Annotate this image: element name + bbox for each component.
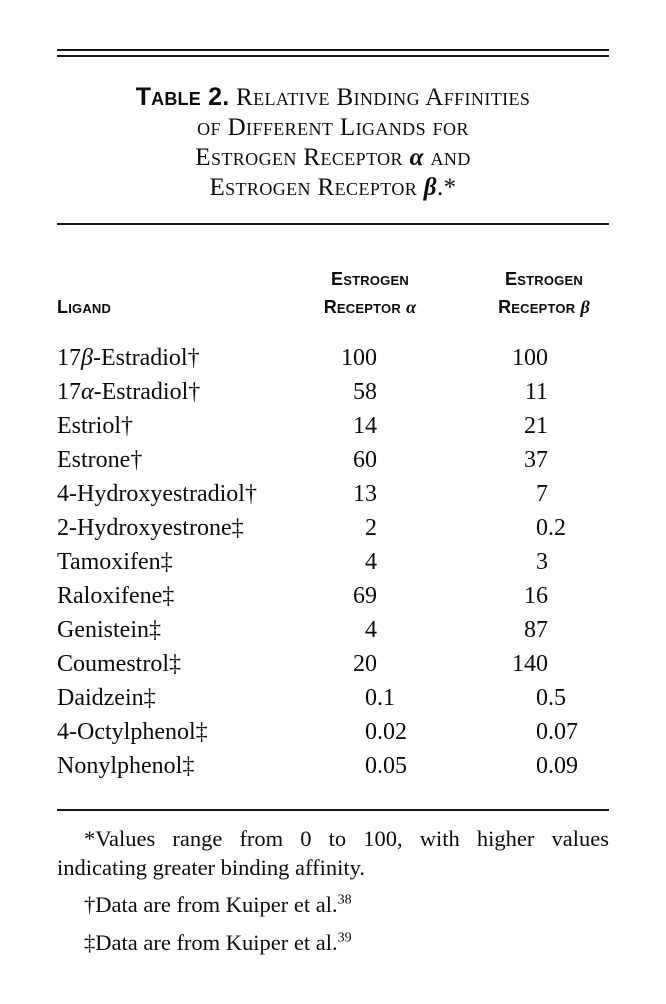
footnote-asterisk: [57, 825, 609, 882]
table-row: [57, 749, 608, 783]
title-line-3: [57, 143, 609, 173]
er-beta-value: 7: [536, 481, 548, 507]
table-row: [57, 341, 608, 375]
footnote-double-dagger: [57, 929, 609, 958]
er-alpha-value: 13: [353, 481, 377, 507]
reference-superscript: 38: [337, 892, 352, 908]
er-alpha-value: 58: [353, 379, 377, 405]
er-alpha-value: 4: [365, 549, 377, 575]
er-beta-value: 87: [524, 617, 548, 643]
table-row: [57, 545, 608, 579]
ligand-cell: 17α-Estradiol†: [57, 379, 201, 405]
alpha-symbol: α: [409, 144, 424, 171]
table-row: [57, 579, 608, 613]
ligand-cell: 17β-Estradiol†: [57, 345, 200, 371]
footnote-text: Values range from 0 to 100, with higher values indicating greater binding affinity.: [57, 826, 609, 880]
table-number-label: Table 2.: [135, 83, 230, 111]
column-header-er-beta: [430, 265, 608, 341]
ligand-cell: 4-Octylphenol‡: [57, 719, 208, 745]
er-beta-value: 0.07: [536, 719, 578, 745]
er-alpha-value: 0.05: [365, 753, 407, 779]
er-alpha-value: 2: [365, 515, 377, 541]
er-alpha-value: 0.1: [365, 685, 395, 711]
title-line-1: [57, 82, 609, 113]
ligand-cell: Coumestrol‡: [57, 651, 181, 677]
er-alpha-value: 60: [353, 447, 377, 473]
table-row: [57, 681, 608, 715]
er-beta-value: 11: [524, 379, 548, 405]
title-separator-rule: [57, 223, 609, 225]
ligand-cell: Raloxifene‡: [57, 583, 175, 609]
table-row: [57, 477, 608, 511]
ligand-cell: Estrone†: [57, 447, 143, 473]
top-double-rule: [57, 49, 609, 57]
footnote-symbol: ‡: [84, 929, 96, 955]
ligand-cell: 2-Hydroxyestrone‡: [57, 515, 244, 541]
table-row: [57, 511, 608, 545]
er-beta-header-line2: Receptor: [498, 297, 576, 317]
column-header-ligand: Ligand: [57, 297, 112, 317]
title-line-4: [57, 173, 609, 203]
er-alpha-value: 20: [353, 651, 377, 677]
binding-affinity-table: [57, 265, 608, 783]
table-row: [57, 647, 608, 681]
title-suffix-4: .*: [437, 174, 457, 201]
footnote-symbol: *: [84, 826, 96, 851]
er-beta-value: 0.09: [536, 753, 578, 779]
er-alpha-value: 14: [353, 413, 377, 439]
er-alpha-header-line2: Receptor: [323, 297, 401, 317]
table-row: [57, 375, 608, 409]
er-beta-value: 0.2: [536, 515, 566, 541]
table-row: [57, 443, 608, 477]
ligand-cell: Genistein‡: [57, 617, 161, 643]
er-beta-value: 100: [512, 345, 548, 371]
table-title: [57, 82, 609, 203]
header-row: [57, 265, 608, 341]
er-beta-header-line1: Estrogen: [505, 269, 583, 289]
er-alpha-header-line1: Estrogen: [331, 269, 409, 289]
ligand-cell: Estriol†: [57, 413, 133, 439]
ligand-cell: 4-Hydroxyestradiol†: [57, 481, 257, 507]
footnote-symbol: †: [84, 892, 96, 917]
er-alpha-value: 100: [341, 345, 377, 371]
table-row: [57, 715, 608, 749]
table-row: [57, 409, 608, 443]
er-alpha-value: 4: [365, 617, 377, 643]
footnote-text: Data are from Kuiper et al.: [95, 892, 338, 917]
title-text-2: of Different Ligands for: [197, 114, 469, 141]
title-text-1: Relative Binding Affinities: [236, 84, 531, 111]
title-suffix-3: and: [430, 144, 471, 171]
er-beta-value: 16: [524, 583, 548, 609]
column-header-er-alpha: [310, 265, 430, 341]
title-text-3: Estrogen Receptor: [195, 144, 403, 171]
er-alpha-value: 0.02: [365, 719, 407, 745]
footnote-dagger: [57, 891, 609, 920]
table-row: [57, 613, 608, 647]
er-beta-value: 140: [512, 651, 548, 677]
beta-symbol: β: [423, 174, 437, 201]
er-alpha-value: 69: [353, 583, 377, 609]
footnote-text: Data are from Kuiper et al.: [95, 929, 338, 955]
ligand-cell: Nonylphenol‡: [57, 753, 195, 779]
er-beta-value: 21: [524, 413, 548, 439]
er-beta-value: 3: [536, 549, 548, 575]
ligand-cell: Tamoxifen‡: [57, 549, 173, 575]
er-beta-value: 37: [524, 447, 548, 473]
title-line-2: [57, 113, 609, 143]
footnotes: [57, 825, 609, 957]
footnote-separator-rule: [57, 809, 609, 811]
title-text-4: Estrogen Receptor: [209, 174, 418, 201]
er-beta-value: 0.5: [536, 685, 566, 711]
beta-symbol: β: [580, 297, 590, 317]
reference-superscript: 39: [337, 930, 352, 945]
alpha-symbol: α: [406, 297, 417, 317]
ligand-cell: Daidzein‡: [57, 685, 156, 711]
